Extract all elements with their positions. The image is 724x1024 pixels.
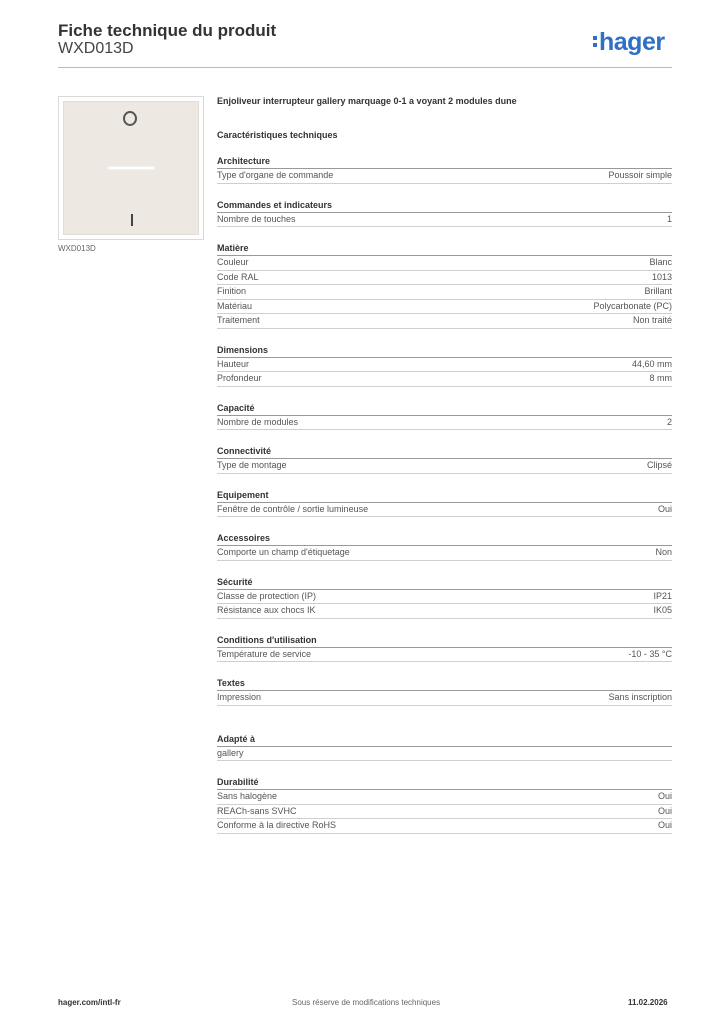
- spec-value: Oui: [657, 503, 672, 514]
- spec-groups: [217, 155, 672, 706]
- spec-group-title: Equipement: [217, 489, 672, 503]
- on-marking-icon: [131, 214, 133, 226]
- spec-value: Oui: [657, 805, 672, 816]
- spec-label: Résistance aux chocs IK: [217, 605, 316, 615]
- spec-row: [217, 546, 672, 561]
- spec-group: [217, 576, 672, 619]
- spec-group: [217, 634, 672, 663]
- spec-value: Poussoir simple: [608, 170, 672, 180]
- product-reference: WXD013D: [58, 40, 134, 57]
- hager-logo[interactable]: [593, 28, 665, 57]
- spec-label: REACh-sans SVHC: [217, 805, 297, 816]
- page-title: Fiche technique du produit: [58, 21, 277, 40]
- spec-group-title: Sécurité: [217, 576, 672, 590]
- spec-group-title: Textes: [217, 677, 672, 691]
- spec-row: [217, 169, 672, 184]
- off-marking-icon: [123, 111, 137, 126]
- spec-row: [217, 416, 672, 431]
- spec-group-title: Dimensions: [217, 344, 672, 358]
- spec-value: Polycarbonate (PC): [593, 300, 672, 311]
- spec-row: [217, 372, 672, 387]
- switch-plate: [63, 101, 199, 235]
- spec-group: [217, 532, 672, 561]
- spec-row: [217, 747, 672, 762]
- spec-group-title: Durabilité: [217, 776, 672, 790]
- specs-heading: Caractéristiques techniques: [217, 130, 338, 140]
- spec-label: Sans halogène: [217, 791, 278, 801]
- spec-value: Oui: [657, 791, 672, 801]
- spec-value: -10 - 35 °C: [628, 648, 672, 659]
- spec-row: [217, 459, 672, 474]
- header-divider: [58, 67, 672, 68]
- spec-row: [217, 819, 672, 834]
- logo-text: hager: [599, 28, 665, 56]
- spec-value: Non traité: [632, 315, 672, 325]
- spec-row: [217, 256, 672, 271]
- spec-row: [217, 805, 672, 820]
- spec-value: Brillant: [644, 286, 672, 296]
- spec-group-title: Commandes et indicateurs: [217, 199, 672, 213]
- spec-row: [217, 271, 672, 286]
- footer-website[interactable]: hager.com/intl-fr: [58, 998, 121, 1007]
- spec-row: [217, 300, 672, 315]
- spec-value: 8 mm: [649, 373, 672, 383]
- spec-value: 44,60 mm: [631, 358, 672, 369]
- spec-group-title: Conditions d'utilisation: [217, 634, 672, 648]
- spec-label: Finition: [217, 286, 247, 296]
- spec-label: Nombre de modules: [217, 416, 299, 427]
- spec-label: Traitement: [217, 315, 260, 325]
- spec-group-title: Architecture: [217, 155, 672, 169]
- spec-value: Oui: [657, 820, 672, 830]
- spec-label: Nombre de touches: [217, 213, 296, 224]
- spec-row: [217, 590, 672, 605]
- spec-value: IK05: [653, 605, 672, 615]
- spec-group-title: Connectivité: [217, 445, 672, 459]
- spec-label: gallery: [217, 747, 244, 758]
- spec-label: Conforme à la directive RoHS: [217, 820, 337, 830]
- product-details: [217, 96, 672, 834]
- spec-row: [217, 691, 672, 706]
- spec-group: [217, 242, 672, 329]
- spec-value: 1: [666, 213, 672, 224]
- spec-group: [217, 733, 672, 762]
- spec-group: [217, 344, 672, 387]
- spec-row: [217, 790, 672, 805]
- spec-group-title: Adapté à: [217, 733, 672, 747]
- spec-label: Profondeur: [217, 373, 262, 383]
- spec-label: Hauteur: [217, 358, 250, 369]
- spec-group-title: Accessoires: [217, 532, 672, 546]
- spec-value: Sans inscription: [608, 692, 672, 702]
- spec-value: Blanc: [649, 257, 672, 267]
- spec-group: [217, 776, 672, 834]
- spec-label: Type de montage: [217, 460, 287, 470]
- spec-group-title: Capacité: [217, 402, 672, 416]
- footer-notice: Sous réserve de modifications techniques: [292, 998, 441, 1007]
- spec-label: Température de service: [217, 648, 312, 659]
- led-indicator: [108, 167, 154, 169]
- spec-row: [217, 604, 672, 619]
- spec-label: Matériau: [217, 300, 253, 311]
- image-caption: WXD013D: [58, 244, 96, 253]
- spec-label: Classe de protection (IP): [217, 590, 317, 601]
- spec-label: Type d'organe de commande: [217, 170, 334, 180]
- product-description: Enjoliveur interrupteur gallery marquage 0-1 a voyant 2 modules dune: [217, 96, 517, 106]
- spec-row: [217, 648, 672, 663]
- spec-group: [217, 155, 672, 184]
- spec-group-title: Matière: [217, 242, 672, 256]
- footer-date: 11.02.2026: [628, 998, 668, 1007]
- spec-value: Non: [655, 547, 672, 557]
- spec-row: [217, 314, 672, 329]
- spec-value: 2: [666, 416, 672, 427]
- spec-value: Clipsé: [646, 460, 672, 470]
- spec-label: Code RAL: [217, 271, 259, 282]
- spec-group: [217, 445, 672, 474]
- product-image: [58, 96, 204, 240]
- spec-row: [217, 285, 672, 300]
- spec-label: Comporte un champ d'étiquetage: [217, 547, 350, 557]
- spec-group: [217, 489, 672, 518]
- spec-row: [217, 213, 672, 228]
- spec-value: 1013: [651, 271, 672, 282]
- spec-label: Couleur: [217, 257, 249, 267]
- spec-group: [217, 677, 672, 706]
- spec-label: Fenêtre de contrôle / sortie lumineuse: [217, 503, 369, 514]
- spec-row: [217, 503, 672, 518]
- extra-groups: [217, 733, 672, 834]
- logo-dots-icon: [593, 30, 597, 50]
- spec-group: [217, 402, 672, 431]
- spec-value: IP21: [653, 590, 672, 601]
- spec-label: Impression: [217, 692, 262, 702]
- spec-row: [217, 358, 672, 373]
- spec-group: [217, 199, 672, 228]
